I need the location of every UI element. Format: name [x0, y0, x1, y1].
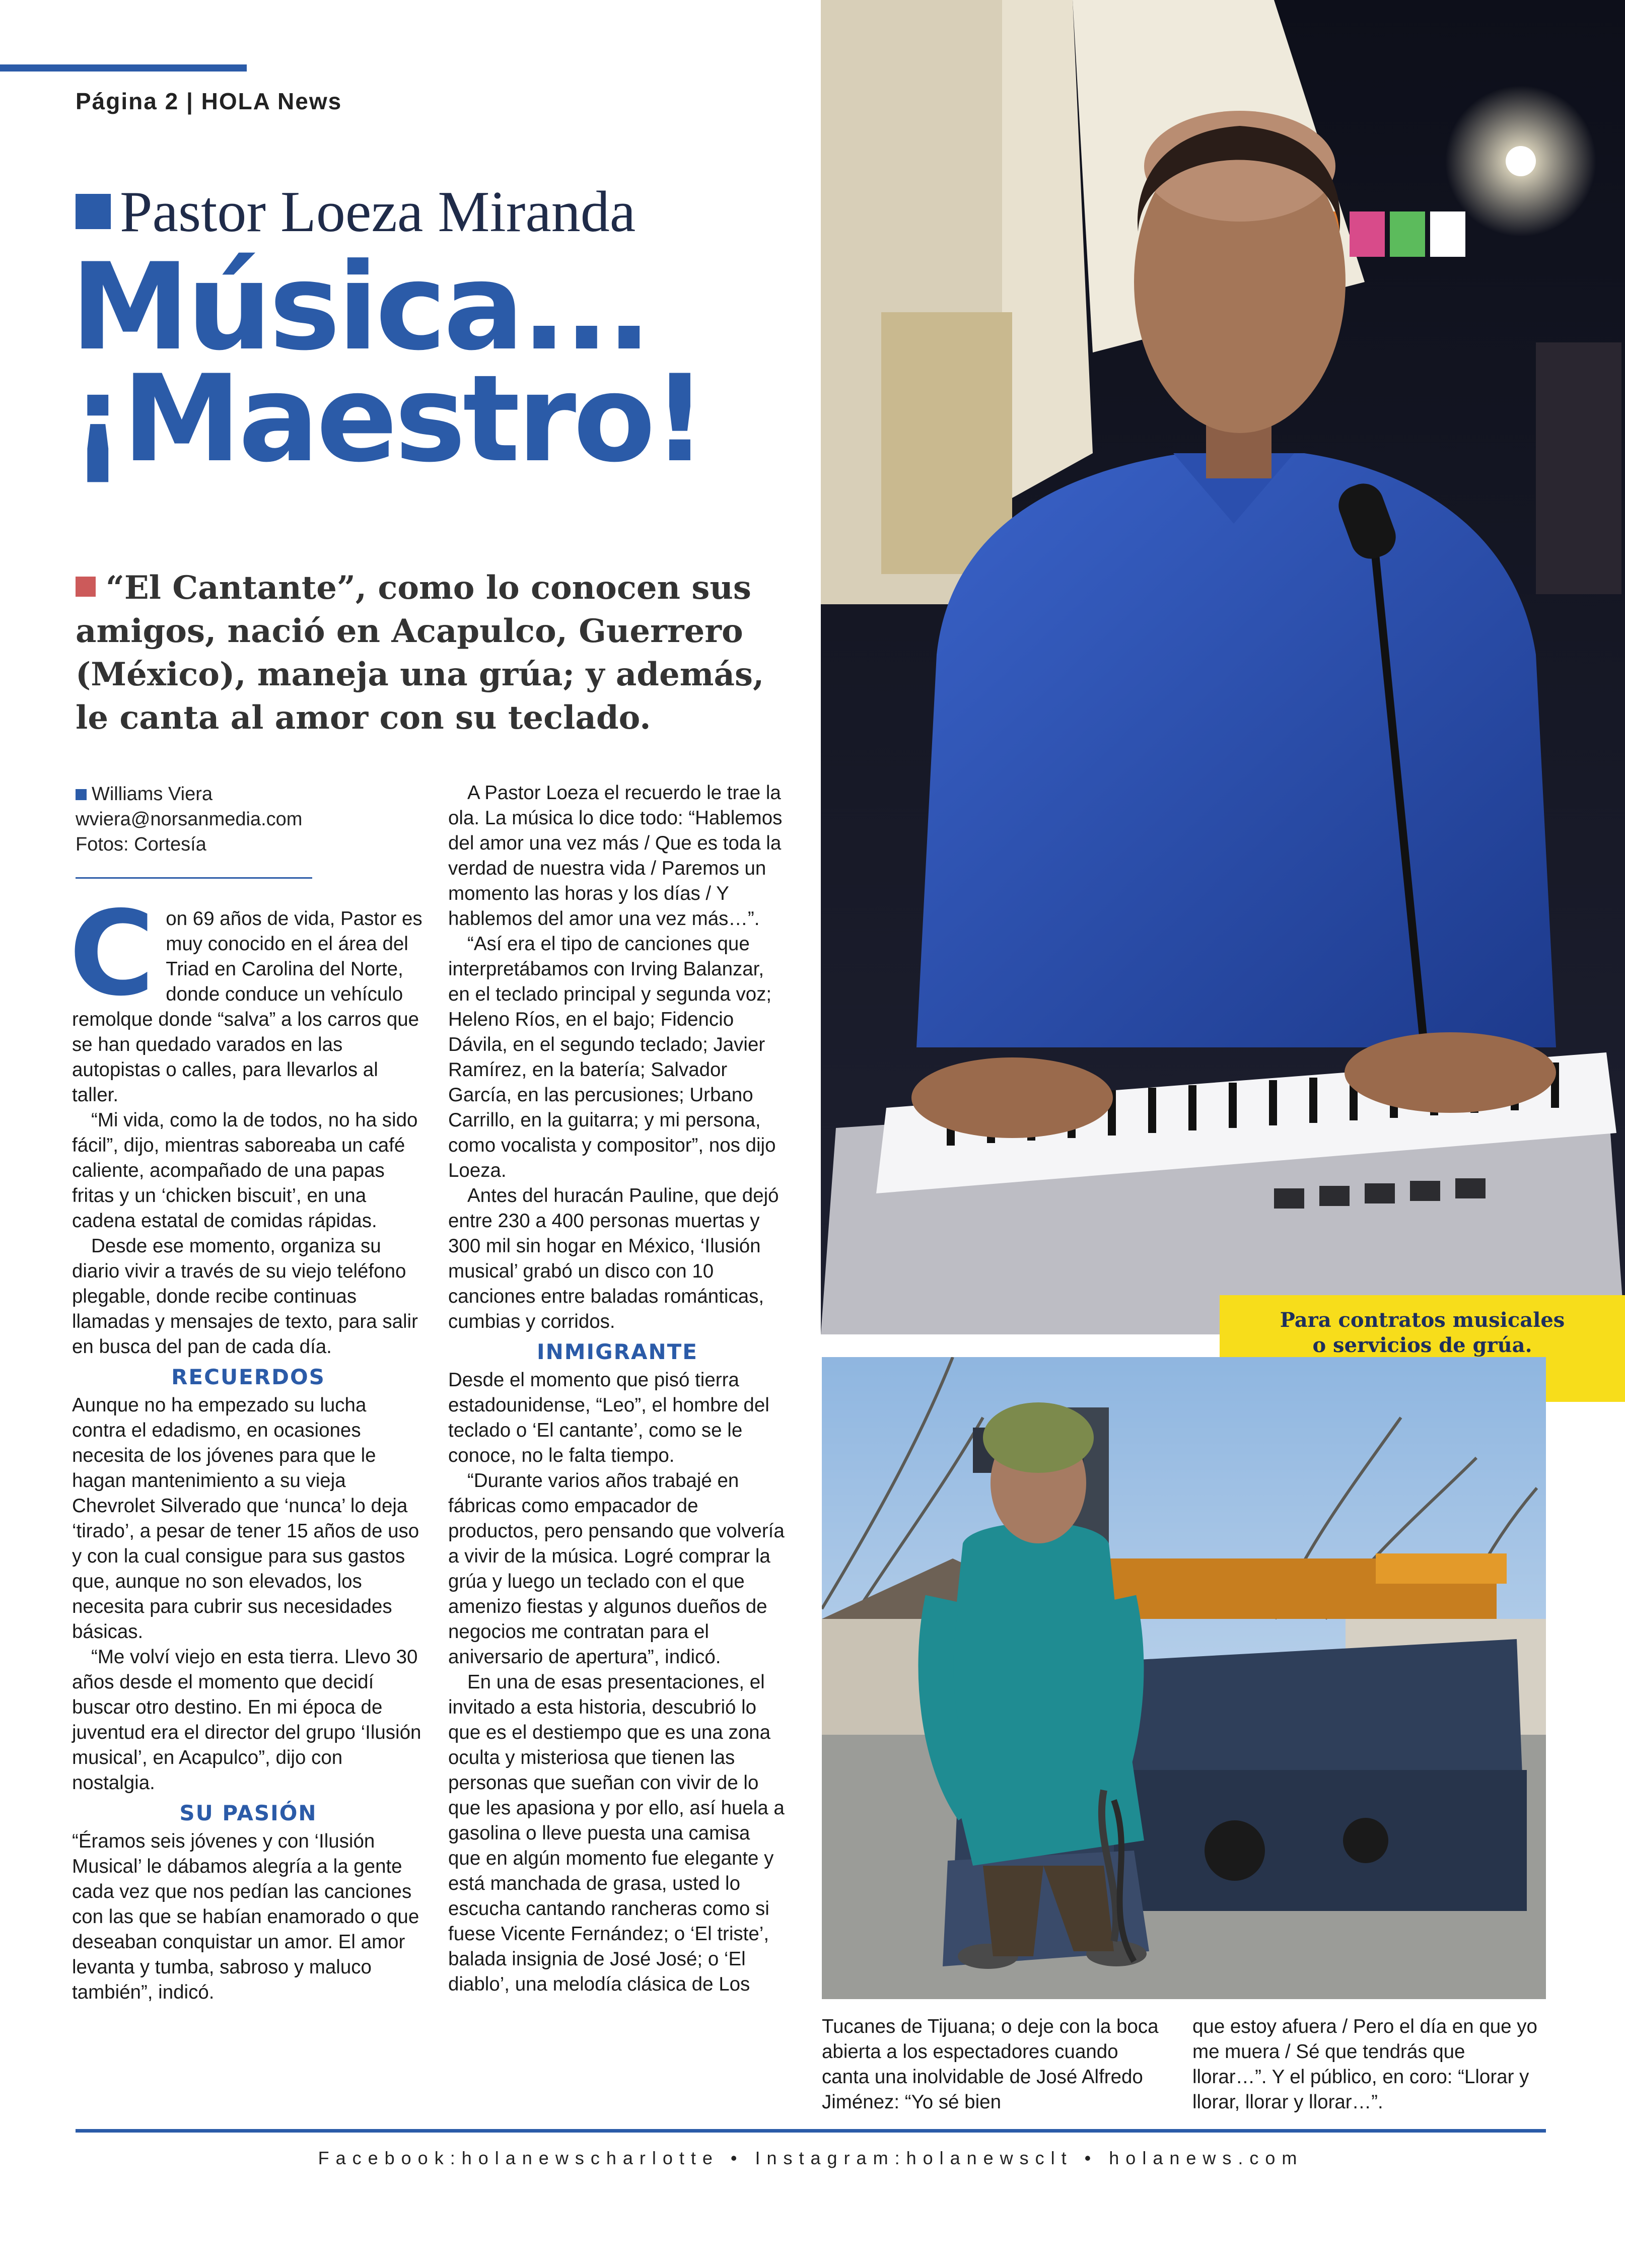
- column-2: [448, 781, 787, 1997]
- deck: [76, 566, 801, 740]
- paragraph: Antes del huracán Pauline, que dejó entre 230 a 400 personas muertas y 300 mil sin hogar en México, ‘Ilusión musical’ grabó un disco con 10 canciones entre baladas románticas, cumbias y corridos.: [448, 1185, 779, 1332]
- callout-line-1: Para contratos musicales: [1280, 1308, 1565, 1332]
- callout-line-2: o servicios de grúa.: [1312, 1333, 1532, 1357]
- paragraph: A Pastor Loeza el recuerdo le trae la ola. La música lo dice todo: “Hablemos del amor una vez más / Que es toda la verdad de nuestra vida / Paremos un momento las horas y los días / Y hablemos del amor una vez más…”.: [448, 782, 783, 930]
- column-1: [69, 886, 425, 2005]
- paragraph: “Así era el tipo de canciones que interpretábamos con Irving Balanzar, en el teclado principal y segunda voz; Heleno Ríos, en el bajo; Fidencio Dávila, en el segundo teclado; Javier Ramírez, en la batería; Salvador García, en las percusiones; Urbano Carrillo, en la guitarra; y mi persona, como vocalista y compositor”, nos dijo Loeza.: [448, 933, 776, 1181]
- photo-musician-keyboard: [821, 0, 1625, 1334]
- headline: [70, 238, 816, 489]
- kicker: [76, 179, 635, 246]
- byline-author: Williams Viera: [92, 784, 213, 805]
- photo-tow-truck: [822, 1357, 1546, 1999]
- byline-square-icon: [76, 789, 87, 800]
- byline: [76, 782, 317, 857]
- paragraph: “Mi vida, como la de todos, no ha sido fácil”, dijo, mientras saboreaba un café caliente, acompañado de una papas fritas y un ‘chicken biscuit’, en una cadena estatal de comidas rápidas.: [72, 1109, 418, 1232]
- subhead-recuerdos: RECUERDOS: [171, 1365, 325, 1389]
- subhead-inmigrante: INMIGRANTE: [536, 1339, 698, 1364]
- kicker-text: Pastor Loeza Miranda: [120, 180, 636, 244]
- paragraph: Desde ese momento, organiza su diario vivir a través de su viejo teléfono plegable, donde recibe continuas llamadas y mensajes de texto, para salir en busca del pan de cada día.: [72, 1235, 418, 1358]
- paragraph: Aunque no ha empezado su lucha contra el edadismo, en ocasiones necesita de los jóvenes para que le hagan mantenimiento a su vieja Chevrolet Silverado que ‘nunca’ lo deja ‘tirado’, a pesar de tener 15 años de uso y con la cual consigue para sus gastos que, aunque no son elevados, los necesita para cubrir sus necesidades básicas.: [72, 1394, 419, 1643]
- paragraph: “Durante varios años trabajé en fábricas como empacador de productos, pero pensando que volvería a vivir de la música. Logré comprar la grúa y luego un teclado con el que amenizo fiestas y algunos dueños de negocios me contratan para el aniversario de apertura”, indicó.: [448, 1470, 785, 1668]
- dropcap: C: [69, 886, 155, 1022]
- paragraph: Desde el momento que pisó tierra estadounidense, “Leo”, el hombre del teclado o ‘El cantante’, como se le conoce, no le falta tiempo.: [448, 1369, 769, 1466]
- deck-square-icon: [76, 577, 96, 597]
- byline-photos: Fotos: Cortesía: [76, 834, 206, 855]
- paragraph: que estoy afuera / Pero el día en que yo me muera / Sé que tendrás que llorar…”. Y el público, en coro: “Llorar y llorar, llorar y llorar…”.: [1192, 2016, 1537, 2113]
- paragraph: Tucanes de Tijuana; o deje con la boca abierta a los espectadores cuando canta una inolvidable de José Alfredo Jiménez: “Yo sé bien: [822, 2016, 1159, 2113]
- headline-line-1: Música...: [70, 238, 649, 377]
- column-3: [822, 2014, 1164, 2115]
- subhead-su-pasion: SU PASIÓN: [179, 1801, 317, 1825]
- paragraph: on 69 años de vida, Pastor es muy conocido en el área del Triad en Carolina del Norte, donde conduce un vehículo remolque donde “salva” a los carros que se han quedado varados en las autopistas o calles, para llevarlos al taller.: [72, 908, 422, 1106]
- paragraph: “Me volví viejo en esta tierra. Llevo 30 años desde el momento que decidí buscar otro destino. En mi época de juventud era el director del grupo ‘Ilusión musical’, en Acapulco”, dijo con nostalgia.: [72, 1646, 421, 1794]
- headline-line-2: ¡Maestro!: [70, 349, 704, 489]
- page-number-label: Página 2 | HOLA News: [76, 88, 342, 114]
- byline-rule: [76, 877, 312, 879]
- column-4: [1192, 2014, 1540, 2115]
- paragraph: En una de esas presentaciones, el invitado a esta historia, descubrió lo que es el destiempo que es una zona oculta y misteriosa que tienen las personas que sueñan con vivir de lo que les apasiona y por ello, así huela a gasolina o lleve puesta una camisa que en algún momento fue elegante y está manchada de grasa, usted lo escucha cantando rancheras como si fuese Vicente Fernández; o ‘El triste’, balada insignia de José José; o ‘El diablo’, una melodía clásica de Los: [448, 1671, 785, 1995]
- deck-text: “El Cantante”, como lo conocen sus amigos, nació en Acapulco, Guerrero (México), maneja una grúa; y además, le canta al amor con su teclado.: [76, 569, 764, 737]
- byline-email: wviera@norsanmedia.com: [76, 809, 303, 830]
- kicker-square-icon: [76, 194, 111, 229]
- paragraph: “Éramos seis jóvenes y con ‘Ilusión Musical’ le dábamos alegría a la gente cada vez que nos pedían las canciones con las que se habían enamorado o que deseaban conquistar un amor. El amor levanta y tumba, sabroso y maluco también”, indicó.: [72, 1830, 419, 2003]
- footer-rule: [76, 2129, 1546, 2133]
- top-accent-rule: [0, 64, 247, 72]
- footer-social-links: Facebook:holanewscharlotte • Instagram:holanewsclt • holanews.com: [318, 2148, 1304, 2168]
